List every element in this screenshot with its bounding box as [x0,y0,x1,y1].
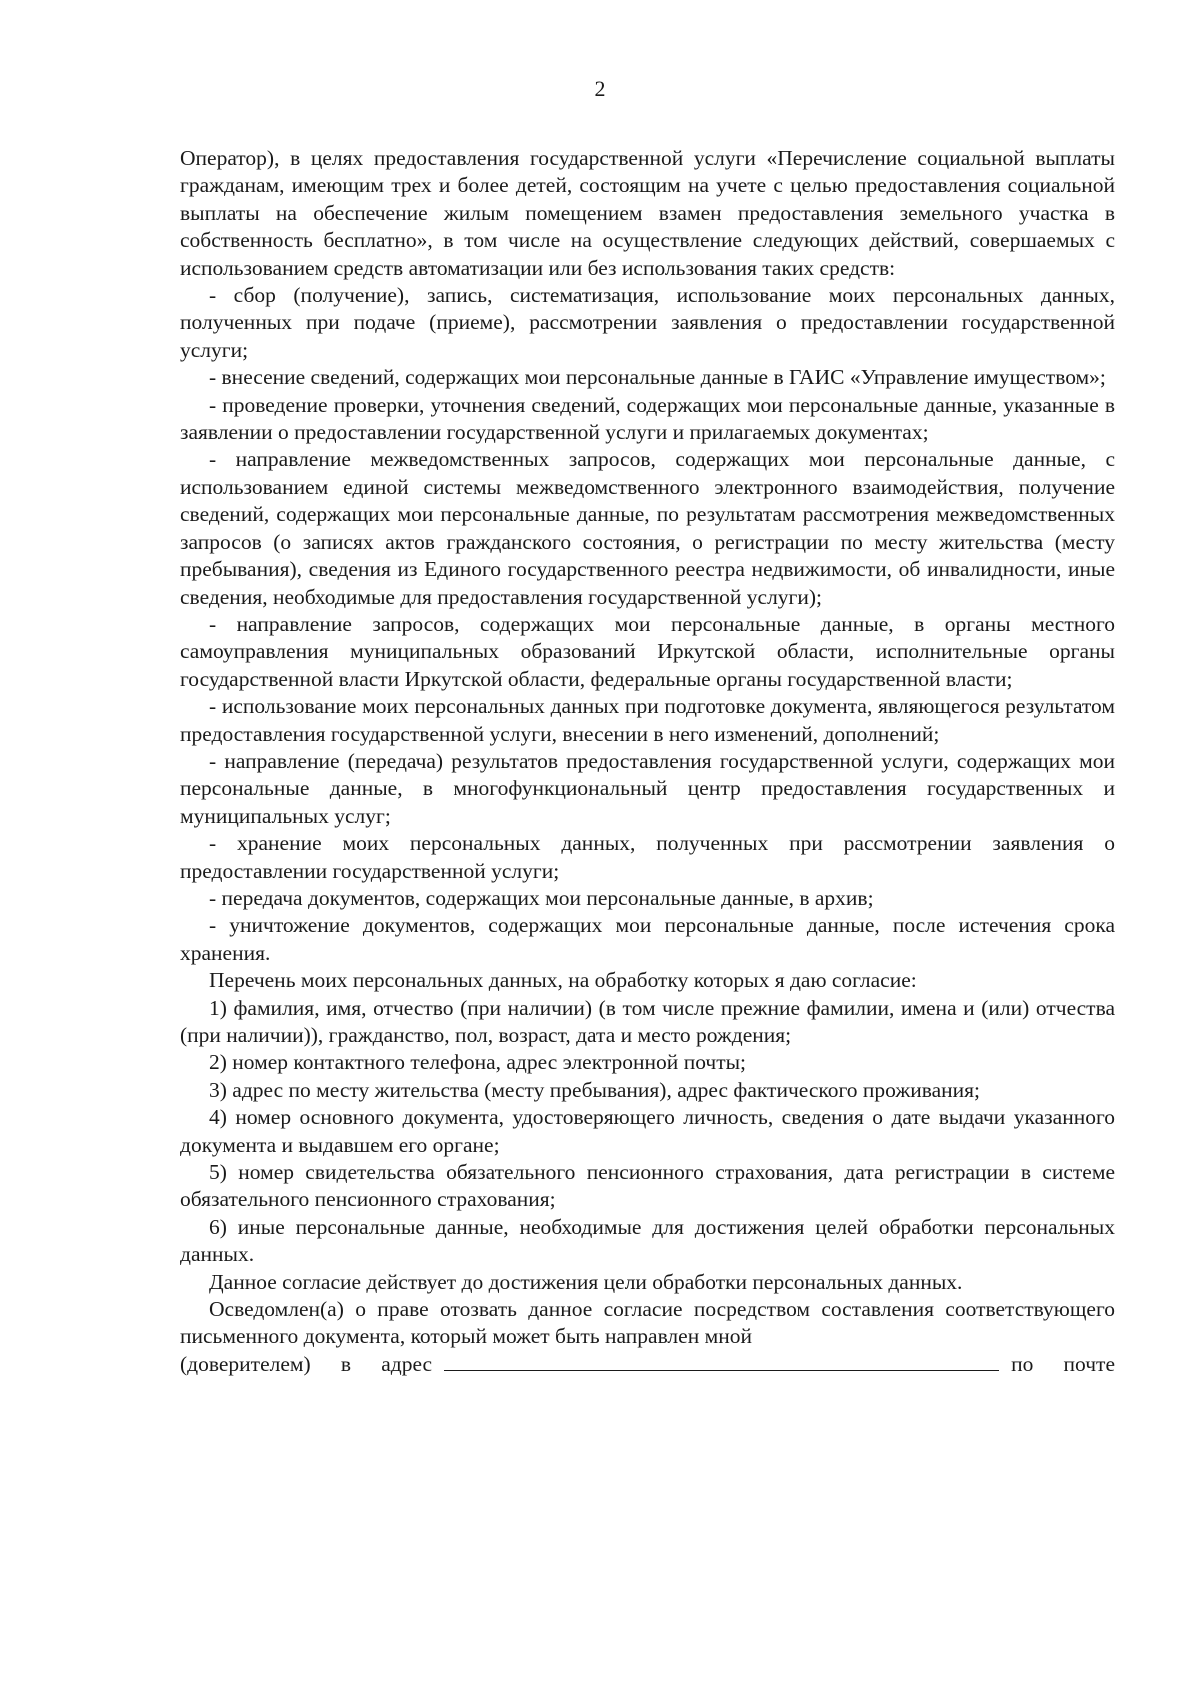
action-item: - проведение проверки, уточнения сведений, содержащих мои персональные данные, указанные в заявлении о предоставлении государственной услуги и прилагаемых документах; [180,392,1115,445]
data-list-intro: Перечень моих персональных данных, на обработку которых я даю согласие: [209,968,917,993]
intro-paragraph: Оператор), в целях предоставления государственной услуги «Перечисление социальной выплаты гражданам, имеющим трех и более детей, состоящим на учете с целью предоставления социальной выплаты на обеспечение жилым помещением взамен предоставления земельного участка в собственность бесплатно», в том числе на осуществление следующих действий, совершаемых с использованием средств автоматизации или без использования таких средств: [180,146,1115,280]
action-item: - уничтожение документов, содержащих мои персональные данные, после истечения срока хранения. [180,913,1115,965]
action-item: - сбор (получение), запись, систематизация, использование моих персональных данных, полученных при подаче (приеме), рассмотрении заявления о предоставлении государственной услуги; [180,283,1115,362]
action-item: - направление межведомственных запросов, содержащих мои персональные данные, с использованием единой системы межведомственного электронного взаимодействия, получение сведений, содержащих мои персональные данные, по результатам рассмотрения межведомственных запросов (о записях актов гражданского состояния, о регистрации по месту жительства (месту пребывания), сведения из Единого государственного реестра недвижимости, об инвалидности, иные сведения, необходимые для предоставления государственной услуги); [180,447,1115,609]
data-item: 2) номер контактного телефона, адрес электронной почты; [209,1050,747,1075]
revoke-tail-after: по почте [1011,1351,1115,1376]
action-item: - направление запросов, содержащих мои персональные данные, в органы местного самоуправления муниципальных образований Иркутской области, исполнительные органы государственной власти Иркутской области, федеральные органы государственной власти; [180,611,1115,691]
action-item: - использование моих персональных данных при подготовке документа, являющегося результатом предоставления государственной услуги, внесении в него изменений, дополнений; [180,694,1115,746]
revoke-paragraph: Осведомлен(а) о праве отозвать данное согласие посредством составления соответствующего письменного документа, который может быть направлен мной [180,1297,1115,1349]
action-item: - внесение сведений, содержащих мои персональные данные в ГАИС «Управление имуществом»; [209,365,1106,390]
action-item: - направление (передача) результатов предоставления государственной услуги, содержащих мои персональные данные, в многофункциональный центр предоставления государственных и муниципальных услуг; [180,748,1115,828]
action-item: - хранение моих персональных данных, полученных при рассмотрении заявления о предоставлении государственной услуги; [180,831,1115,883]
action-item: - передача документов, содержащих мои персональные данные, в архив; [209,885,874,910]
data-item: 3) адрес по месту жительства (месту пребывания), адрес фактического проживания; [209,1077,981,1102]
validity-paragraph: Данное согласие действует до достижения цели обработки персональных данных. [209,1269,963,1294]
page-number: 2 [594,76,606,101]
address-blank-line[interactable] [444,1352,999,1371]
revoke-address-line [180,1351,1115,1378]
document-body [180,145,1115,1378]
revoke-tail-before: (доверителем) в адрес [180,1351,433,1376]
data-item: 1) фамилия, имя, отчество (при наличии) (в том числе прежние фамилии, имена и (или) отчества (при наличии)), гражданство, пол, возраст, дата и место рождения; [180,995,1115,1047]
data-item: 6) иные персональные данные, необходимые для достижения целей обработки персональных данных. [180,1214,1115,1267]
data-item: 4) номер основного документа, удостоверяющего личность, сведения о дате выдачи указанного документа и выдавшем его органе; [180,1105,1115,1157]
data-item: 5) номер свидетельства обязательного пенсионного страхования, дата регистрации в системе обязательного пенсионного страхования; [180,1160,1115,1212]
